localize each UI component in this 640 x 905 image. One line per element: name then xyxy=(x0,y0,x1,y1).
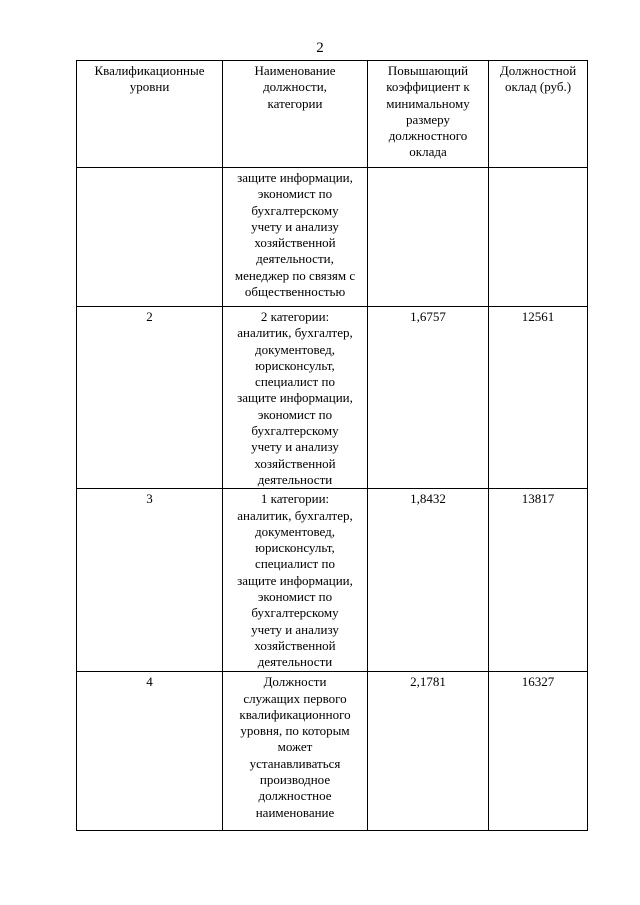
cell-coefficient xyxy=(368,168,489,307)
cell-level: 2 xyxy=(77,307,223,489)
table-row xyxy=(77,307,588,489)
cell-position: 1 категории: аналитик, бухгалтер, документовед, юрисконсульт, специалист по защите информации, экономист по бухгалтерскому учету и анализу хозяйственной деятельности xyxy=(223,489,368,672)
table-row xyxy=(77,168,588,307)
cell-salary: 12561 xyxy=(489,307,588,489)
salary-table xyxy=(76,60,588,831)
cell-position: 2 категории: аналитик, бухгалтер, документовед, юрисконсульт, специалист по защите информации, экономист по бухгалтерскому учету и анализу хозяйственной деятельности xyxy=(223,307,368,489)
header-salary: Должностной оклад (руб.) xyxy=(489,61,588,168)
cell-coefficient: 2,1781 xyxy=(368,672,489,831)
cell-salary: 16327 xyxy=(489,672,588,831)
cell-level: 4 xyxy=(77,672,223,831)
header-position-name: Наименование должности, категории xyxy=(223,61,368,168)
cell-coefficient: 1,8432 xyxy=(368,489,489,672)
page-number: 2 xyxy=(316,40,324,56)
cell-level: 3 xyxy=(77,489,223,672)
cell-salary xyxy=(489,168,588,307)
cell-position: Должности служащих первого квалификационного уровня, по которым может устанавливаться производное должностное наименование xyxy=(223,672,368,831)
header-qualification-levels: Квалификационные уровни xyxy=(77,61,223,168)
cell-level xyxy=(77,168,223,307)
table-header-row xyxy=(77,61,588,168)
header-coefficient: Повышающий коэффициент к минимальному размеру должностного оклада xyxy=(368,61,489,168)
cell-coefficient: 1,6757 xyxy=(368,307,489,489)
cell-salary: 13817 xyxy=(489,489,588,672)
cell-position: защите информации, экономист по бухгалтерскому учету и анализу хозяйственной деятельности, менеджер по связям с общественностью xyxy=(223,168,368,307)
table-row xyxy=(77,489,588,672)
table-row xyxy=(77,672,588,831)
